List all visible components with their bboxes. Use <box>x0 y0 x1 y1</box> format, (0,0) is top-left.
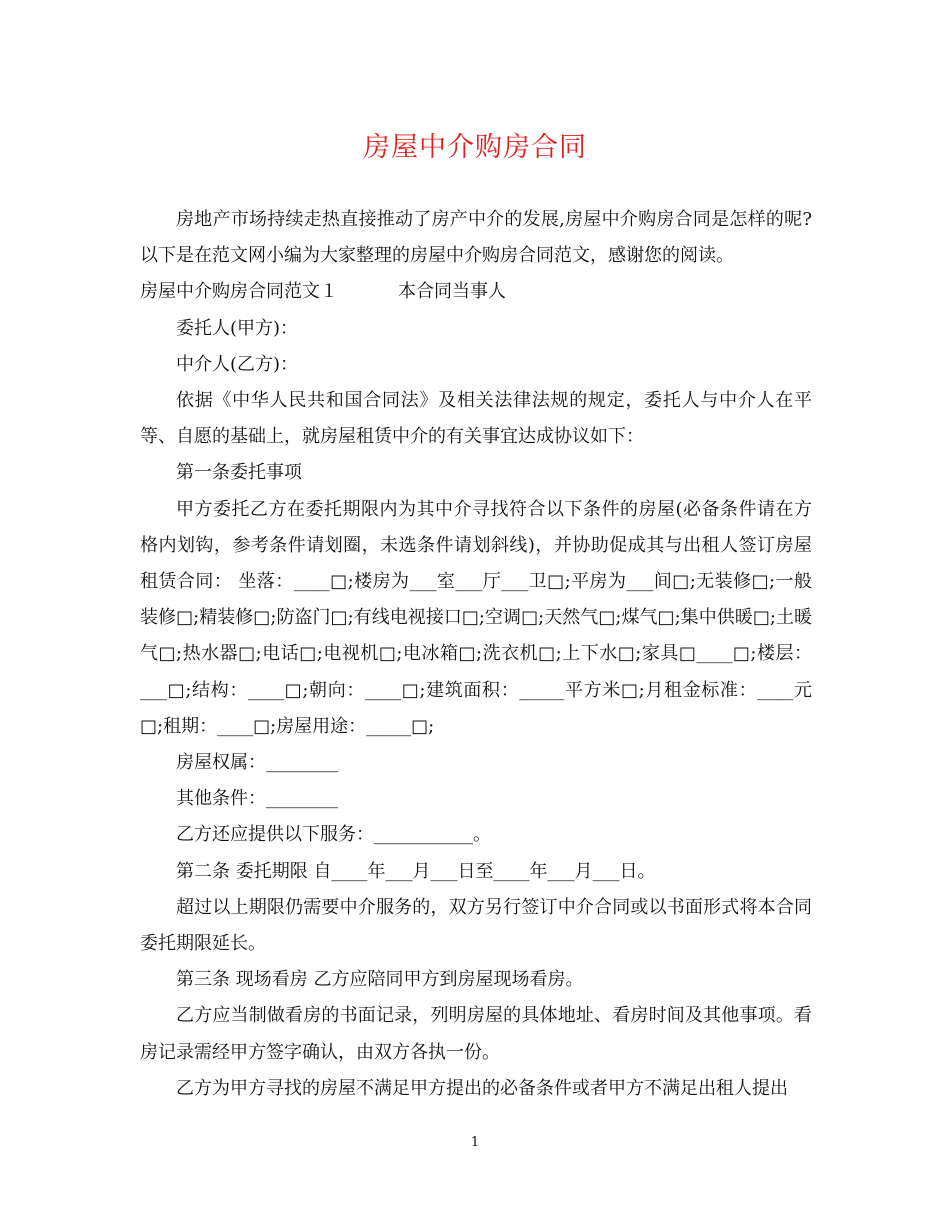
party-b-line: 中介人(乙方)： <box>176 353 299 375</box>
unmet-conditions-paragraph: 乙方为甲方寻找的房屋不满足甲方提出的必备条件或者甲方不满足出租人提出 <box>176 1077 788 1099</box>
extension-paragraph: 超过以上期限仍需要中介服务的，双方另行签订中介合同或以书面形式将本合同委托期限延长。 <box>140 896 812 955</box>
intro-paragraph: 房地产市场持续走热直接推动了房产中介的发展,房屋中介购房合同是怎样的呢?以下是在范文网小编为大家整理的房屋中介购房合同范文，感谢您的阅读。 <box>140 209 812 267</box>
sample-heading: 房屋中介购房合同范文１ <box>140 281 338 303</box>
article-1-conditions: 甲方委托乙方在委托期限内为其中介寻找符合以下条件的房屋(必备条件请在方格内划钩，参考条件请划圈，未选条件请划斜线)，并协助促成其与出租人签订房屋租赁合同： 坐落：____□;楼房为___室___厅___卫□;平房为___间□;无装修□;一般装修□;精装修□;防盗门□;有线电视接口□;空调□;天然气□;煤气□;集中供暖□;土暖气□;热水器□;电话□;电视机□;电冰箱□;洗衣机□;上下水□;家具□____□;楼层：___□;结构：____□;朝向：____□;建筑面积：_____平方米□;月租金标准：____元□;租期：____□;房屋用途：_____□; <box>140 498 812 737</box>
article-1-heading: 第一条委托事项 <box>176 462 302 484</box>
article-2-line: 第二条 委托期限 自____年___月___日至____年___月___日。 <box>176 860 656 882</box>
article-3-line: 第三条 现场看房 乙方应陪同甲方到房屋现场看房。 <box>176 969 584 991</box>
page-number: 1 <box>470 1135 480 1150</box>
document-title: 房屋中介购房合同 <box>363 132 587 163</box>
legal-basis-paragraph: 依据《中华人民共和国合同法》及相关法律法规的规定，委托人与中介人在平等、自愿的基础上，就房屋租赁中介的有关事宜达成协议如下： <box>140 390 812 448</box>
party-a-line: 委托人(甲方)： <box>176 317 299 339</box>
parties-heading: 本合同当事人 <box>398 281 506 303</box>
other-conditions-line: 其他条件：________ <box>176 788 338 810</box>
section-heading-line <box>140 274 812 310</box>
document-body <box>140 202 812 1107</box>
viewing-record-paragraph: 乙方应当制做看房的书面记录，列明房屋的具体地址、看房时间及其他事项。看房记录需经甲方签字确认，由双方各执一份。 <box>140 1005 812 1063</box>
extra-services-line: 乙方还应提供以下服务：___________。 <box>176 824 491 846</box>
ownership-line: 房屋权属：________ <box>176 752 338 774</box>
